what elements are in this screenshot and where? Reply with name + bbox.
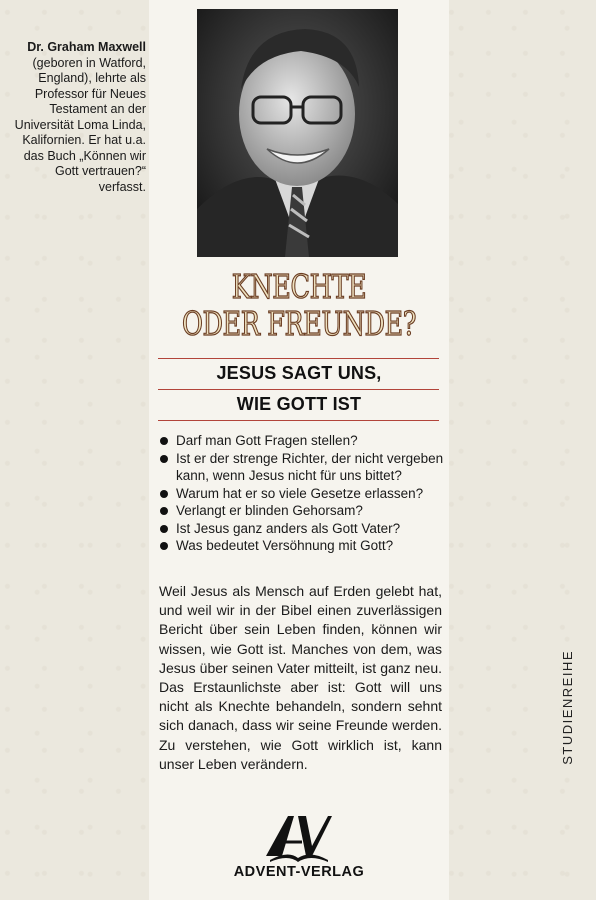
list-item: Ist er der strenge Richter, der nicht vergeben kann, wenn Jesus nicht für uns bittet?: [160, 450, 445, 485]
title-line-2: ODER FREUNDE?: [181, 304, 417, 343]
author-name: Dr. Graham Maxwell: [27, 40, 146, 54]
book-title: [171, 268, 427, 342]
subtitle-line-2: WIE GOTT IST: [236, 394, 362, 414]
list-item: Verlangt er blinden Gehorsam?: [160, 502, 445, 520]
question-list: [160, 432, 445, 555]
series-label: STUDIENREIHE: [560, 650, 575, 765]
portrait-image: [197, 9, 398, 257]
title-line-1: KNECHTE: [231, 267, 367, 306]
divider-rule: [158, 389, 439, 390]
divider-rule: [158, 420, 439, 421]
divider-rule: [158, 358, 439, 359]
list-item: Darf man Gott Fragen stellen?: [160, 432, 445, 450]
author-portrait: [197, 9, 398, 257]
description-text: Weil Jesus als Mensch auf Erden gelebt hat, und weil wir in der Bibel einen zuverlässigen Bericht über sein Leben finden, können wir wissen, wie Gott ist. Manches von dem, was Jesus über seinen Vater mitteilt, ist ganz neu. Das Erstaunlichste aber ist: Gott will uns nicht als Knechte behandeln, sondern sehnt sich danach, dass wir seine Freunde werden. Zu verstehen, wie Gott wirklich ist, kann unser Leben verändern.: [159, 583, 442, 772]
author-bio-text: (geboren in Watford, England), lehrte als Professor für Neues Testament an der Universität Loma Linda, Kalifornien. Er hat u.a. das Buch „Können wir Gott vertrauen?“ verfasst.: [14, 55, 146, 194]
list-item: Ist Jesus ganz anders als Gott Vater?: [160, 520, 445, 538]
author-bio: [10, 40, 146, 195]
publisher-name: ADVENT-VERLAG: [233, 864, 365, 880]
subtitle-line-1: JESUS SAGT UNS,: [216, 363, 382, 383]
list-item: Warum hat er so viele Gesetze erlassen?: [160, 485, 445, 503]
list-item: Was bedeutet Versöhnung mit Gott?: [160, 537, 445, 555]
advent-verlag-logo-icon: [262, 812, 334, 864]
